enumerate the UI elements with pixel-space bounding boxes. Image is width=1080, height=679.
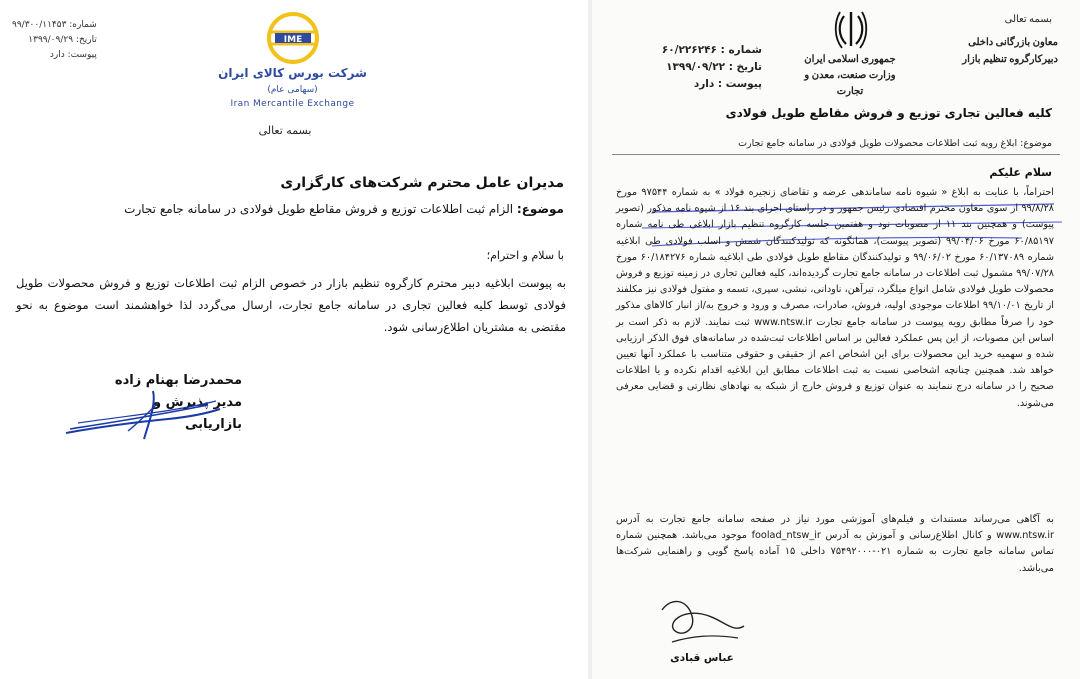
letter-meta	[12, 18, 97, 63]
subject-text: الزام ثبت اطلاعات توزیع و فروش مقاطع طویل فولادی در سامانه جامع تجارت	[124, 202, 517, 216]
signer-name: عباس قبادی	[670, 652, 734, 664]
handwritten-signature	[652, 590, 752, 648]
logo-name-fa: شرکت بورس کالای ایران	[218, 66, 367, 80]
letter-body: به پیوست ابلاغیه دبیر محترم کارگروه تنظیم بازار در خصوص الزام ثبت اطلاعات توزیع و فروش محصولات طویل فولادی توسط کلیه فعالین تجاری در سامانه جامع تجارت، ارسال می‌گردد لذا خواهشمند است موضوع به نحو مقتضی به مشتریان اطلاع‌رسانی شود.	[16, 276, 566, 334]
letter-body: احتراماً، با عنایت به ابلاغ « شیوه نامه ساماندهی عرضه و تقاضای زنجیره فولاد » به شماره ۹۷۵۴۴ مورخ ۹۹/۸/۲۸ از سوی معاون محترم اقتصادی رئیس جمهور و در راستای اجرای بند ۱۶ از شیوه نامه مذکور (تصویر پیوست) و همچنین بند ۱۱ از مصوبات نود و هفتمین جلسه کارگروه تنظیم بازار ابلاغی طی نامه شماره ۶۰/۸۵۱۹۷ مورخ ۹۹/۰۴/۰۶ (تصویر پیوست)، همانگونه که تولیدکنندگان شمش و اسلب فولادی طی ابلاغیه شماره ۶۰/۱۳۷۰۸۹ مورخ ۹۹/۰۶/۰۲ و تولیدکنندگان مقاطع طویل فولادی طی ابلاغیه شماره ۶۰/۱۸۴۲۷۶ مورخ ۹۹/۰۷/۲۸ مشمول ثبت اطلاعات در سامانه جامع تجارت گردیده‌اند، کلیه فعالین تجاری در زمینه توزیع و فروش محصولات طویل فولادی شامل انواع میلگرد، تیرآهن، ناودانی، نبشی، سپری، تسمه و مفتول فولادی نیز مکلفند از تاریخ ۹۹/۱۰/۰۱ اطلاعات موجودی اولیه، فروش، صادرات، مصرف و ورود و خروج به/از انبار کالاهای مذکور خود را صرفاً مطابق رویه پیوست در سامانه جامع تجارت www.ntsw.ir ثبت نمایند. لازم به ذکر است بر اساس این مصوبات، از این پس عملکرد فعالین بر اساس اطلاعات ثبت‌شده در سامانه‌های فوق الذکر ارزیابی شده و سهمیه خرید این محصولات برای این اشخاص اعم از حقیقی و حقوقی متناسب با عملکرد آنها تعیین خواهد شد. همچنین چنانچه اشخاصی نسبت به ثبت اطلاعات مطابق این ابلاغیه اقدام نکرده و یا اطلاعات صحیح را در سامانه درج ننمایند به عنوان توزیع و فروش خارج از شبکه به نهادهای نظارتی و قضایی معرفی می‌شوند.	[616, 187, 1054, 409]
ministry-name: وزارت صنعت، معدن و تجارت	[804, 70, 896, 97]
letter-attachment: پیوست : دارد	[693, 78, 762, 90]
letter-date: تاریخ: ۱۳۹۹/۰۹/۲۹	[28, 35, 97, 45]
republic-name: جمهوری اسلامی ایران	[804, 54, 896, 65]
greeting: سلام علیکم	[989, 166, 1052, 179]
basmala: بسمه تعالی	[258, 124, 312, 137]
logo-mark-text: IME	[283, 35, 302, 45]
addressee: مدیران عامل محترم شرکت‌های کارگزاری	[280, 175, 564, 191]
deputy-line: معاون بازرگانی داخلی	[968, 37, 1058, 48]
basmala-handwritten: بسمه تعالی	[1004, 14, 1052, 25]
ime-logo-icon	[263, 12, 323, 64]
ime-logo	[205, 12, 380, 112]
letter-number: شماره: ۹۹/۳۰۰/۱۱۴۵۳	[12, 20, 97, 30]
signer-name: محمدرضا بهنام زاده	[114, 373, 242, 388]
signer-title: مدیر پذیرش و بازاریابی	[153, 395, 242, 432]
right-letter	[592, 0, 1080, 679]
logo-name-en: Iran Mercantile Exchange	[230, 99, 355, 109]
handwritten-signature	[58, 383, 228, 445]
addressee: کلیه فعالین تجاری توزیع و فروش مقاطع طویل فولادی	[725, 106, 1052, 120]
greeting: با سلام و احترام؛	[486, 249, 564, 262]
letter-attachment: پیوست: دارد	[49, 50, 97, 60]
deputy-line: دبیرکارگروه تنظیم بازار	[962, 54, 1058, 65]
letter-body-footer: به آگاهی می‌رساند مستندات و فیلم‌های آموزشی مورد نیاز در صفحه سامانه جامع تجارت به آدرس www.ntsw.ir و کانال اطلاع‌رسانی و آموزش به آدرس foolad_ntsw_ir موجود می‌باشد. همچنین شماره تماس سامانه جامع تجارت به شماره ۰۲۱-۷۵۴۹۲۰۰۰ داخلی ۱۵ آماده پاسخ گویی و راهنمایی شرکت‌ها می‌باشد.	[616, 514, 1055, 574]
logo-name-suffix: (سهامی عام)	[267, 85, 318, 95]
subject-line	[24, 202, 564, 216]
subject-line: موضوع: ابلاغ رویه ثبت اطلاعات محصولات طویل فولادی در سامانه جامع تجارت	[738, 138, 1052, 149]
letter-date: تاریخ : ۱۳۹۹/۰۹/۲۲	[666, 61, 762, 73]
subject-label: موضوع:	[516, 202, 564, 216]
letter-number: شماره : ۶۰/۲۲۶۲۴۶	[661, 44, 762, 56]
